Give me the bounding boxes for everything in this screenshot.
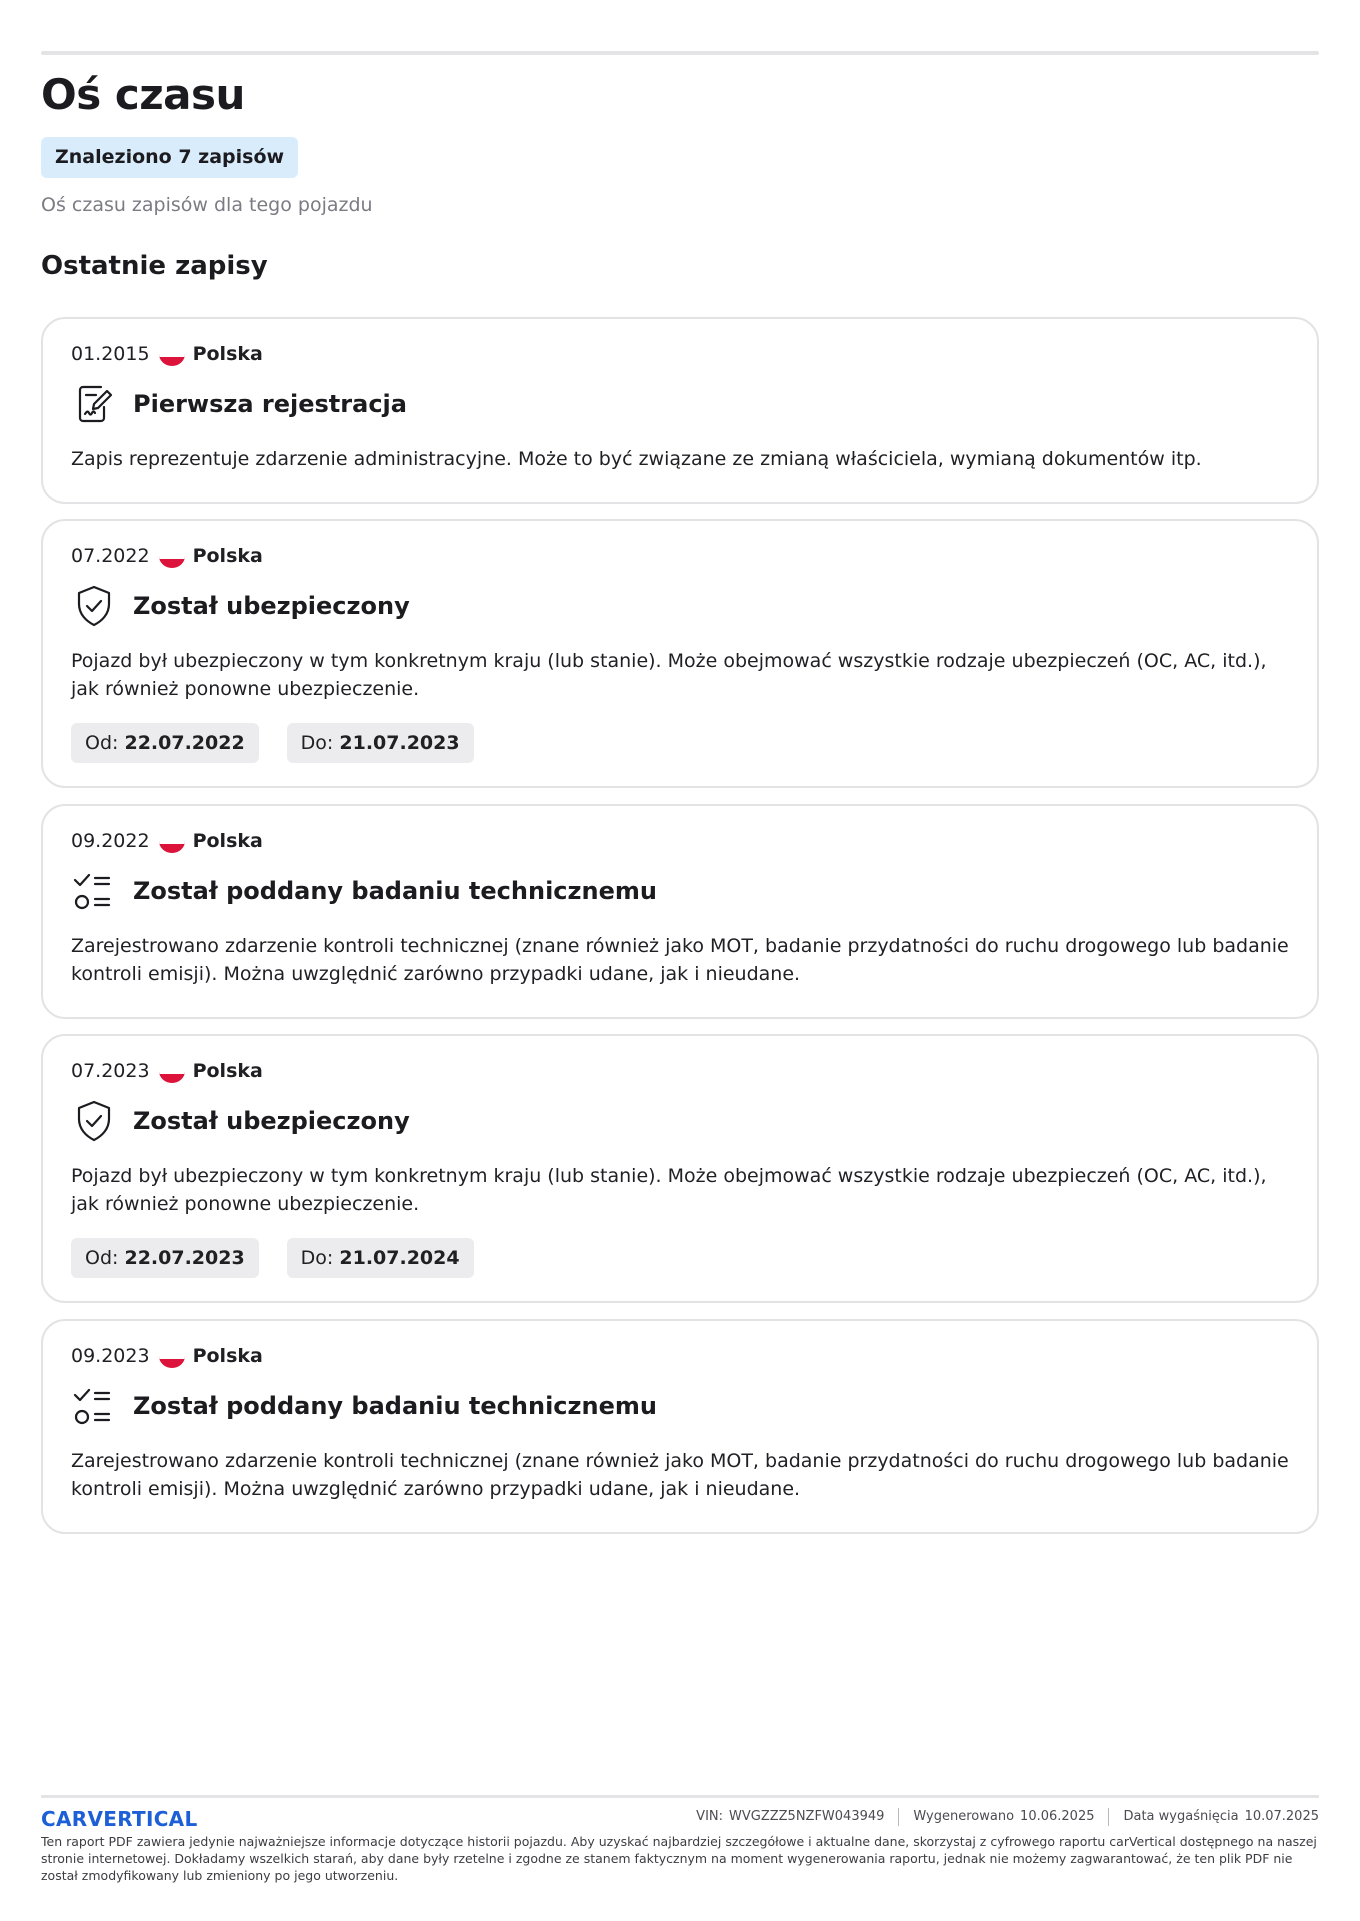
shield-check-icon <box>71 1098 117 1144</box>
vin-label: VIN: <box>696 1809 724 1824</box>
coverage-period <box>71 723 502 763</box>
record-country: Polska <box>192 545 263 567</box>
record-date: 01.2015 <box>71 343 150 365</box>
section-heading: Ostatnie zapisy <box>41 251 268 281</box>
record-description: Pojazd był ubezpieczony w tym konkretnym kraju (lub stanie). Może obejmować wszystkie rodzaje ubezpieczeń (OC, AC, itd.), jak również ponowne ubezpieczenie. <box>71 1165 1267 1215</box>
record-meta <box>71 828 263 854</box>
coverage-to-chip: Do: 21.07.2024 <box>287 1238 474 1278</box>
record-header <box>71 1098 410 1144</box>
record-country: Polska <box>192 343 263 365</box>
meta-separator <box>1108 1808 1109 1826</box>
record-date: 09.2023 <box>71 1345 150 1367</box>
report-meta <box>696 1808 1319 1826</box>
record-description: Zapis reprezentuje zdarzenie administracyjne. Może to być związane ze zmianą właściciela, wymianą dokumentów itp. <box>71 448 1202 470</box>
record-title: Został poddany badaniu technicznemu <box>133 1392 657 1420</box>
meta-separator <box>898 1808 899 1826</box>
record-date: 07.2023 <box>71 1060 150 1082</box>
generated-label: Wygenerowano <box>913 1809 1015 1824</box>
timeline-record <box>41 1319 1319 1534</box>
coverage-to-chip: Do: 21.07.2023 <box>287 723 474 763</box>
document-signature-icon <box>71 381 117 427</box>
record-meta <box>71 341 263 367</box>
poland-flag-icon <box>159 1350 185 1368</box>
records-count-badge: Znaleziono 7 zapisów <box>41 137 298 178</box>
coverage-from-chip: Od: 22.07.2022 <box>71 723 259 763</box>
poland-flag-icon <box>159 348 185 366</box>
checklist-icon <box>71 1383 117 1429</box>
record-country: Polska <box>192 1060 263 1082</box>
expiry-value: 10.07.2025 <box>1244 1809 1319 1824</box>
timeline-record <box>41 519 1319 788</box>
generated-value: 10.06.2025 <box>1020 1809 1095 1824</box>
record-title: Został ubezpieczony <box>133 1107 410 1135</box>
record-description: Pojazd był ubezpieczony w tym konkretnym kraju (lub stanie). Może obejmować wszystkie rodzaje ubezpieczeń (OC, AC, itd.), jak również ponowne ubezpieczenie. <box>71 650 1267 700</box>
record-meta <box>71 1343 263 1369</box>
record-country: Polska <box>192 1345 263 1367</box>
coverage-from-chip: Od: 22.07.2023 <box>71 1238 259 1278</box>
page-title: Oś czasu <box>41 70 245 119</box>
disclaimer-text: Ten raport PDF zawiera jedynie najważniejsze informacje dotyczące historii pojazdu. Aby uzyskać najbardziej szczegółowe i aktualne dane, skorzystaj z cyfrowego raportu carVertical dostępnego na naszej stronie internetowej. Dokładamy wszelkich starań, aby dane były rzetelne i zgodne ze stanem faktycznym na moment wygenerowania raportu, jednak nie możemy zagwarantować, że ten plik PDF nie został zmodyfikowany lub zmieniony po jego utworzeniu. <box>41 1834 1317 1883</box>
record-date: 07.2022 <box>71 545 150 567</box>
record-header <box>71 583 410 629</box>
vin-value: WVGZZZ5NZFW043949 <box>729 1809 885 1824</box>
poland-flag-icon <box>159 550 185 568</box>
poland-flag-icon <box>159 1065 185 1083</box>
timeline-record <box>41 804 1319 1019</box>
timeline-record <box>41 1034 1319 1303</box>
record-header <box>71 868 657 914</box>
footer-divider <box>41 1795 1319 1798</box>
checklist-icon <box>71 868 117 914</box>
record-meta <box>71 1058 263 1084</box>
record-description: Zarejestrowano zdarzenie kontroli technicznej (znane również jako MOT, badanie przydatności do ruchu drogowego lub badanie kontroli emisji). Można uwzględnić zarówno przypadki udane, jak i nieudane. <box>71 935 1289 985</box>
top-divider <box>41 51 1319 55</box>
record-country: Polska <box>192 830 263 852</box>
carvertical-logo: CARVERTICAL <box>41 1807 198 1831</box>
shield-check-icon <box>71 583 117 629</box>
record-header <box>71 1383 657 1429</box>
record-meta <box>71 543 263 569</box>
coverage-period <box>71 1238 502 1278</box>
record-description: Zarejestrowano zdarzenie kontroli technicznej (znane również jako MOT, badanie przydatności do ruchu drogowego lub badanie kontroli emisji). Można uwzględnić zarówno przypadki udane, jak i nieudane. <box>71 1450 1289 1500</box>
record-title: Został poddany badaniu technicznemu <box>133 877 657 905</box>
record-header <box>71 381 407 427</box>
record-title: Pierwsza rejestracja <box>133 390 407 418</box>
expiry-label: Data wygaśnięcia <box>1123 1809 1239 1824</box>
poland-flag-icon <box>159 835 185 853</box>
record-date: 09.2022 <box>71 830 150 852</box>
page-subtitle: Oś czasu zapisów dla tego pojazdu <box>41 194 373 216</box>
timeline-record <box>41 317 1319 504</box>
record-title: Został ubezpieczony <box>133 592 410 620</box>
